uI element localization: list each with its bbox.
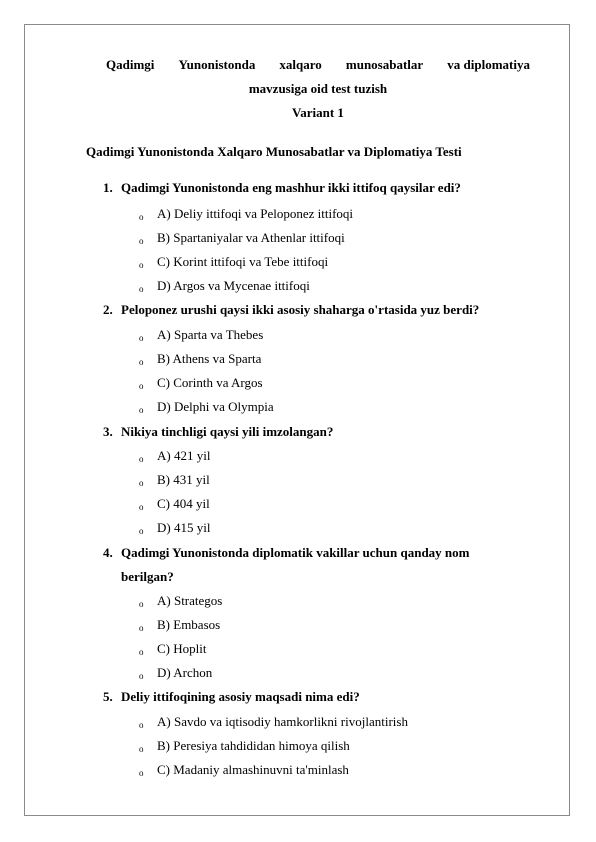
option-text: D) Delphi va Olympia	[157, 399, 274, 414]
question-text: Deliy ittifoqining asosiy maqsadi nima edi?	[121, 689, 360, 704]
option-text: A) Savdo va iqtisodiy hamkorlikni rivojlantirish	[157, 714, 408, 729]
variant-label: Variant 1	[292, 105, 344, 120]
bullet-icon: o	[139, 526, 144, 536]
bullet-icon: o	[139, 454, 144, 464]
option-text: A) Deliy ittifoqi va Peloponez ittifoqi	[157, 206, 354, 221]
option-text: D) Archon	[157, 665, 213, 680]
question-text: Nikiya tinchligi qaysi yili imzolangan?	[121, 424, 334, 439]
option-text: B) Embasos	[157, 617, 221, 632]
option-text: B) 431 yil	[157, 472, 210, 487]
option-text: C) Madaniy almashinuvni ta'minlash	[157, 762, 349, 777]
option-text: C) Hoplit	[157, 641, 207, 656]
question-text: Peloponez urushi qaysi ikki asosiy shaharga o'rtasida yuz berdi?	[121, 302, 480, 317]
title-word: xalqaro	[279, 57, 322, 72]
option-text: D) Argos va Mycenae ittifoqi	[157, 278, 310, 293]
bullet-icon: o	[139, 405, 144, 415]
option-text: A) Sparta va Thebes	[157, 327, 264, 342]
title-word: va diplomatiya	[447, 57, 530, 72]
option-text: B) Athens va Sparta	[157, 351, 262, 366]
option-text: A) Strategos	[157, 593, 223, 608]
option-text: C) Korint ittifoqi va Tebe ittifoqi	[157, 254, 329, 269]
question-number: 5.	[103, 689, 113, 704]
title-word: Qadimgi	[106, 57, 155, 72]
title-word: munosabatlar	[345, 57, 424, 72]
bullet-icon: o	[139, 284, 144, 294]
question-number: 2.	[103, 302, 113, 317]
bullet-icon: o	[139, 236, 144, 246]
option-text: D) 415 yil	[157, 520, 211, 535]
document-title-line-2: mavzusiga oid test tuzish	[248, 81, 388, 96]
bullet-icon: o	[139, 502, 144, 512]
question-number: 3.	[103, 424, 113, 439]
question-number: 4.	[103, 545, 113, 560]
bullet-icon: o	[139, 478, 144, 488]
option-text: B) Peresiya tahdididan himoya qilish	[157, 738, 350, 753]
title-word: Yunonistonda	[178, 57, 256, 72]
test-heading: Qadimgi Yunonistonda Xalqaro Munosabatlar va Diplomatiya Testi	[86, 144, 462, 159]
bullet-icon: o	[139, 647, 144, 657]
bullet-icon: o	[139, 212, 144, 222]
question-number: 1.	[103, 180, 113, 195]
bullet-icon: o	[139, 671, 144, 681]
bullet-icon: o	[139, 768, 144, 778]
bullet-icon: o	[139, 260, 144, 270]
bullet-icon: o	[139, 623, 144, 633]
bullet-icon: o	[139, 357, 144, 367]
option-text: C) 404 yil	[157, 496, 210, 511]
question-text: Qadimgi Yunonistonda eng mashhur ikki ittifoq qaysilar edi?	[121, 180, 461, 195]
bullet-icon: o	[139, 381, 144, 391]
bullet-icon: o	[139, 333, 144, 343]
bullet-icon: o	[139, 744, 144, 754]
bullet-icon: o	[139, 720, 144, 730]
option-text: C) Corinth va Argos	[157, 375, 263, 390]
document-title-line-1	[106, 57, 530, 73]
option-text: B) Spartaniyalar va Athenlar ittifoqi	[157, 230, 345, 245]
question-text: Qadimgi Yunonistonda diplomatik vakillar uchun qanday nom	[121, 545, 470, 560]
question-text: berilgan?	[121, 569, 174, 584]
option-text: A) 421 yil	[157, 448, 211, 463]
bullet-icon: o	[139, 599, 144, 609]
